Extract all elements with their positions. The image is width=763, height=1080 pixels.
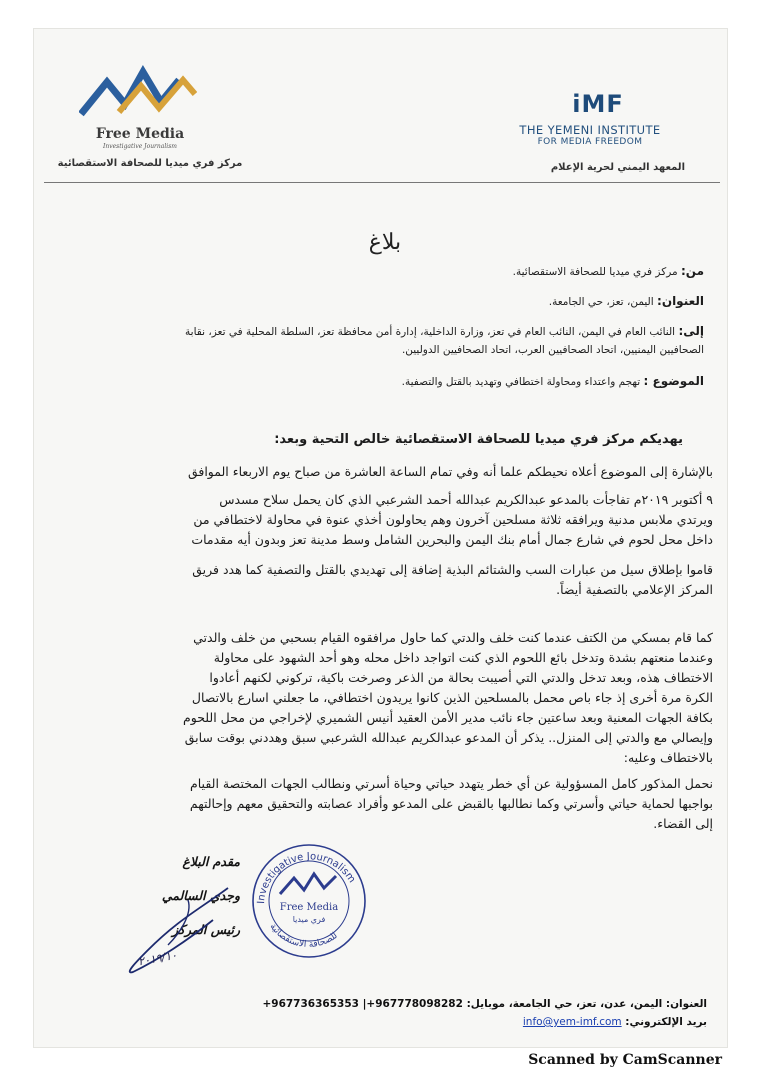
to-label: إلى: [678,324,704,338]
to-line [144,324,704,338]
right-org-name-line1: THE YEMENI INSTITUTE [519,123,661,137]
para1-line: بالإشارة إلى الموضوع أعلاه نحيطكم علما أنه وفي تمام الساعة العاشرة من صباح يوم الاربعاء الموافق [187,464,713,479]
address-label: العنوان: [657,294,704,308]
stamp-center-en: Free Media [279,902,339,913]
to-line-2 [402,344,704,356]
left-org-name-en: Free Media [95,126,185,142]
footer-address-text: العنوان: اليمن، عدن، تعز، حي الجامعة، موبايل: [466,998,707,1010]
para2-line: وعندما منعتهم بشدة وتدخل بائع اللحوم الذي كنت اتواجد داخل محله وهو أحد الشهود على محاولة [213,650,713,665]
signature-role1: مقدم البلاغ [182,854,240,869]
signature-role2: رئيس المركز [172,922,240,937]
footer-address [262,998,707,1010]
para3-line: إلى القضاء. [653,816,713,831]
para2-line: الكرة مرة أخرى إذ جاء باص محمل بالمسلحين الذين كانوا يريدون اختطافي، ما جعلني اسارع بالاتصال [191,690,713,705]
from-value: مركز فري ميديا للصحافة الاستقصائية. [512,266,678,278]
to-value-line1: النائب العام في اليمن، النائب العام في تعز، وزارة الداخلية، إدارة أمن محافظة تعز، السلطة المحلية في تعز، نقابة [185,326,676,338]
left-org-tagline: Investigative Journalism [103,143,177,150]
para2-line: كما قام بمسكي من الكتف عندما كنت خلف والدتي كما حاول مرافقوه القيام بسحبي من خلف والدتي [193,630,713,645]
stamp-center-ar: فري ميديا [292,915,326,924]
organization-stamp [250,842,368,960]
footer-email-line [523,1016,707,1028]
para3-line: نحمل المذكور كامل المسؤولية عن أي خطر يتهدد حياتي وحياة أسرتي ونطالب الجهات المختصة القيام [190,776,713,791]
from-label: من: [680,264,704,278]
para2-line: الاختطاف هذه، وبعد تدخل والدتي التي أصيبت بحالة من الذعر وصرخت باكية، تركوني لكنهم أعادوا [209,670,713,685]
para1-line: ويرتدي ملابس مدنية ويرافقه ثلاثة مسلحين آخرون وهم يحاولون أخذي عنوة في محاولة لاختطافي من [193,512,713,527]
subject-label: الموضوع : [643,374,704,388]
right-org-name-line2: FOR MEDIA FREEDOM [537,137,643,147]
imf-logo-mark: iMF [572,90,624,118]
free-media-logo-icon [79,64,197,124]
right-org-name-ar: المعهد اليمني لحرية الإعلام [550,162,685,173]
address-value: اليمن، تعز، حي الجامعة. [548,296,654,308]
para1-line: داخل محل لحوم في شارع جمال أمام بنك اليمن والبحرين الشامل وسط مدينة تعز وبدون أيه مقدمات [191,532,713,547]
to-value-line2: الصحافيين اليمنيين، اتحاد الصحافيين العرب، اتحاد الصحافيين الدوليين. [401,344,704,356]
footer-phones: +967736365353 |+967778098282 [262,998,463,1010]
address-line [549,294,704,308]
greeting: يهديكم مركز فري ميديا للصحافة الاستقصائية خالص التحية وبعد: [274,432,683,447]
header-divider [44,182,720,183]
subject-value: تهجم واعتداء ومحاولة اختطافي وتهديد بالقتل والتصفية. [401,376,641,388]
signature-date: ٢٠١٩/١٠ [137,948,178,969]
from-line [513,264,704,278]
stamp-ring-text-ar: للصحافة الاستقصائية [267,921,340,950]
signature-name: وجدي السالمي [161,888,240,903]
handwritten-signature-icon [118,880,248,980]
para2-line: بالاختطاف وعليه: [623,750,713,765]
subject-line [402,374,704,388]
para1-line: قاموا بإطلاق سيل من عبارات السب والشتائم البذية إضافة إلى تهديدي بالقتل والتصفية كما هدد فريق [192,562,713,577]
para3-line: بواجبها لحماية حياتي وأسرتي وكما نطالبها بالقبض على المدعو وأفراد عصابته والتحقيق معهم وإحالتهم [189,796,713,811]
stamp-ring-text: Investigative Journalism [255,851,358,905]
footer-email-link[interactable]: info@yem-imf.com [522,1016,622,1028]
document-title: بلاغ [368,230,402,255]
left-org-name-ar: مركز فري ميديا للصحافة الاستقصائية [57,158,243,169]
para1-line: ٩ أكتوبر ٢٠١٩م تفاجأت بالمدعو عبدالكريم عبدالله أحمد الشرعبي الذي كان يحمل سلاح مسدس [219,492,713,507]
para2-line: وإيصالي مع والدتي إلى المنزل.. يذكر أن المدعو عبدالكريم عبدالله الشرعبي سبق وهددني بوقت سابق [184,730,713,745]
footer-email-label: بريد الإلكتروني: [625,1016,707,1028]
para2-line: بكافة الجهات المعنية وبعد ساعتين جاء نائب مدير الأمن العقيد أنيس الشميري لإخراجي من محل اللحوم [183,710,713,725]
para1-line: المركز الإعلامي بالتصفية أيضاً. [556,582,713,597]
camscanner-watermark: Scanned by CamScanner [528,1052,722,1068]
